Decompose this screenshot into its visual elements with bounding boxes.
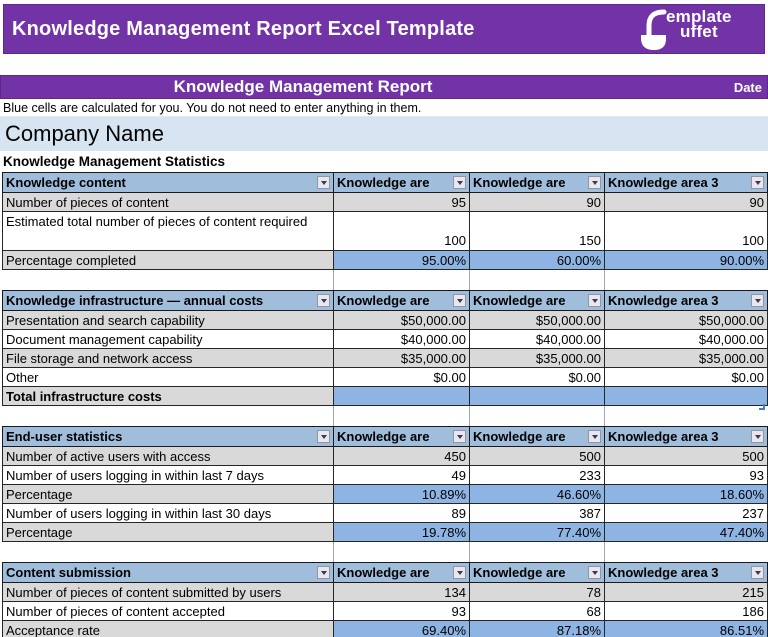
column-header-label: Knowledge are [473,175,566,190]
column-header-cell[interactable] [470,173,605,193]
cell-value[interactable]: 77.40% [470,523,605,542]
spacer [0,54,768,75]
cell-value[interactable]: $35,000.00 [470,349,605,368]
data-table [2,290,768,406]
cell-value[interactable]: $50,000.00 [470,311,605,330]
filter-dropdown-icon [755,571,761,575]
table-row [3,387,768,406]
filter-dropdown-icon [457,571,463,575]
cell-value[interactable]: 150 [470,212,605,251]
filter-button[interactable] [453,294,466,307]
row-label[interactable]: Other [3,368,334,387]
table-header-row [3,173,768,193]
template-title: Knowledge Management Report Excel Template [12,17,475,40]
row-label[interactable]: Number of pieces of content accepted [3,602,334,621]
row-label[interactable]: Percentage [3,523,334,542]
column-header-cell[interactable] [605,291,768,311]
cell-value[interactable]: $35,000.00 [605,349,768,368]
table-gap [0,542,768,562]
cell-value[interactable] [334,387,470,406]
table-row [3,504,768,523]
column-gridline [604,542,605,562]
row-label[interactable]: Number of pieces of content [3,193,334,212]
column-header-cell[interactable] [605,173,768,193]
logo-wordmark [666,9,732,39]
column-header-label: Knowledge are [337,175,430,190]
report-title: Knowledge Management Report [173,77,433,96]
filter-dropdown-icon [321,571,327,575]
table-resize-handle-icon[interactable] [759,404,765,410]
cell-value[interactable] [470,387,605,406]
row-label[interactable]: Presentation and search capability [3,311,334,330]
company-name-cell[interactable]: Company Name [0,117,768,151]
cell-value[interactable]: $50,000.00 [605,311,768,330]
cell-value[interactable]: 387 [470,504,605,523]
filter-button[interactable] [751,566,764,579]
row-label[interactable]: Total infrastructure costs [3,387,334,406]
data-table [2,426,768,542]
cell-value[interactable]: 93 [334,602,470,621]
filter-button[interactable] [317,430,330,443]
column-header-label: Knowledge area 3 [608,429,719,444]
cell-value[interactable]: 134 [334,583,470,602]
cell-value[interactable]: 186 [605,602,768,621]
cell-value[interactable]: 46.60% [470,485,605,504]
column-header-cell[interactable] [334,427,470,447]
column-header-label: Knowledge are [473,293,566,308]
table-row [3,368,768,387]
table-row [3,251,768,270]
column-gridline [333,542,334,562]
row-label[interactable]: Acceptance rate [3,621,334,637]
table-title-cell[interactable] [3,173,334,193]
column-header-cell[interactable] [470,427,605,447]
table-row [3,311,768,330]
column-header-label: Knowledge area 3 [608,175,719,190]
column-header-label: Knowledge are [473,429,566,444]
column-header-cell[interactable] [334,291,470,311]
data-table [2,562,768,637]
column-gridline [333,270,334,290]
column-header-label: Knowledge are [337,565,430,580]
cell-value[interactable]: $0.00 [605,368,768,387]
column-gridline [469,270,470,290]
column-header-label: Knowledge area 3 [608,565,719,580]
table-title: Knowledge infrastructure — annual costs [6,293,264,308]
table-title: Content submission [6,565,131,580]
filter-button[interactable] [588,294,601,307]
filter-dropdown-icon [457,299,463,303]
cell-value[interactable]: 78 [470,583,605,602]
cell-value[interactable]: 60.00% [470,251,605,270]
table-gap [0,406,768,426]
cell-value[interactable]: 237 [605,504,768,523]
cell-value[interactable]: $40,000.00 [334,330,470,349]
table-header-row [3,563,768,583]
row-label[interactable]: Number of users logging in within last 7 days [3,466,334,485]
row-label[interactable]: Document management capability [3,330,334,349]
table-row [3,523,768,542]
cell-value[interactable]: 233 [470,466,605,485]
column-header-label: Knowledge are [337,293,430,308]
filter-dropdown-icon [592,571,598,575]
table-title-cell[interactable] [3,427,334,447]
filter-dropdown-icon [755,435,761,439]
column-gridline [333,406,334,426]
cell-value[interactable] [605,387,768,406]
filter-button[interactable] [453,566,466,579]
table-gap [0,270,768,290]
template-buffet-logo [640,6,758,52]
filter-dropdown-icon [592,435,598,439]
filter-button[interactable] [751,430,764,443]
cell-value[interactable]: 90 [605,193,768,212]
cell-value[interactable]: 47.40% [605,523,768,542]
table-row [3,583,768,602]
cell-value[interactable]: 49 [334,466,470,485]
tables-region [0,172,768,637]
instruction-note: Blue cells are calculated for you. You do not need to enter anything in them. [0,99,768,117]
filter-button[interactable] [317,294,330,307]
column-header-label: Knowledge are [473,565,566,580]
cell-value[interactable]: 90 [470,193,605,212]
cell-value[interactable]: 450 [334,447,470,466]
column-header-cell[interactable] [470,291,605,311]
column-gridline [469,406,470,426]
cell-value[interactable]: $35,000.00 [334,349,470,368]
cell-value[interactable]: 100 [605,212,768,251]
filter-button[interactable] [751,176,764,189]
cell-value[interactable]: 95.00% [334,251,470,270]
cell-value[interactable]: 500 [470,447,605,466]
column-header-label: Knowledge area 3 [608,293,719,308]
cell-value[interactable]: 89 [334,504,470,523]
table-title: Knowledge content [6,175,126,190]
report-header-bar [0,75,768,99]
column-header-cell[interactable] [605,563,768,583]
cell-value[interactable]: 215 [605,583,768,602]
row-label[interactable]: Number of pieces of content submitted by users [3,583,334,602]
cell-value[interactable]: $0.00 [470,368,605,387]
table-row [3,602,768,621]
filter-dropdown-icon [755,181,761,185]
filter-button[interactable] [588,566,601,579]
table-row [3,466,768,485]
filter-dropdown-icon [755,299,761,303]
column-header-cell[interactable] [605,427,768,447]
cell-value[interactable]: 100 [334,212,470,251]
column-header-cell[interactable] [470,563,605,583]
table-row [3,212,768,251]
template-banner [3,4,765,54]
cell-value[interactable]: 90.00% [605,251,768,270]
filter-button[interactable] [453,430,466,443]
filter-dropdown-icon [592,299,598,303]
table-title: End-user statistics [6,429,123,444]
table-row [3,621,768,637]
filter-button[interactable] [453,176,466,189]
filter-dropdown-icon [457,435,463,439]
column-header-cell[interactable] [334,563,470,583]
date-label: Date [733,79,762,95]
column-header-cell[interactable] [334,173,470,193]
filter-button[interactable] [588,430,601,443]
table-row [3,330,768,349]
cell-value[interactable]: $0.00 [334,368,470,387]
logo-line-2: uffet [680,22,718,41]
row-label[interactable]: Number of users logging in within last 30 days [3,504,334,523]
table-header-row [3,427,768,447]
column-gridline [469,542,470,562]
table-row [3,349,768,368]
table-row [3,485,768,504]
table-header-row [3,291,768,311]
row-label[interactable]: Number of active users with access [3,447,334,466]
cell-value[interactable]: 69.40% [334,621,470,637]
filter-dropdown-icon [321,181,327,185]
cell-value[interactable]: 19.78% [334,523,470,542]
cell-value[interactable]: 10.89% [334,485,470,504]
cell-value[interactable]: 500 [605,447,768,466]
row-label[interactable]: File storage and network access [3,349,334,368]
filter-button[interactable] [588,176,601,189]
table-row [3,447,768,466]
filter-dropdown-icon [592,181,598,185]
table-row [3,193,768,212]
cell-value[interactable]: $40,000.00 [605,330,768,349]
cell-value[interactable]: 93 [605,466,768,485]
cell-value[interactable]: $40,000.00 [470,330,605,349]
cell-value[interactable]: 86.51% [605,621,768,637]
cell-value[interactable]: $50,000.00 [334,311,470,330]
data-table [2,172,768,270]
column-gridline [604,270,605,290]
filter-button[interactable] [317,176,330,189]
cell-value[interactable]: 87.18% [470,621,605,637]
filter-dropdown-icon [321,435,327,439]
column-header-label: Knowledge are [337,429,430,444]
row-label[interactable]: Percentage completed [3,251,334,270]
cell-value[interactable]: 18.60% [605,485,768,504]
filter-dropdown-icon [457,181,463,185]
cell-value[interactable]: 95 [334,193,470,212]
filter-dropdown-icon [321,299,327,303]
filter-button[interactable] [317,566,330,579]
row-label[interactable]: Estimated total number of pieces of content required [3,212,334,251]
section-heading: Knowledge Management Statistics [3,154,226,169]
table-title-cell[interactable] [3,291,334,311]
cell-value[interactable]: 68 [470,602,605,621]
filter-button[interactable] [751,294,764,307]
table-title-cell[interactable] [3,563,334,583]
column-gridline [604,406,605,426]
row-label[interactable]: Percentage [3,485,334,504]
logo-line-1: emplate [666,7,732,26]
